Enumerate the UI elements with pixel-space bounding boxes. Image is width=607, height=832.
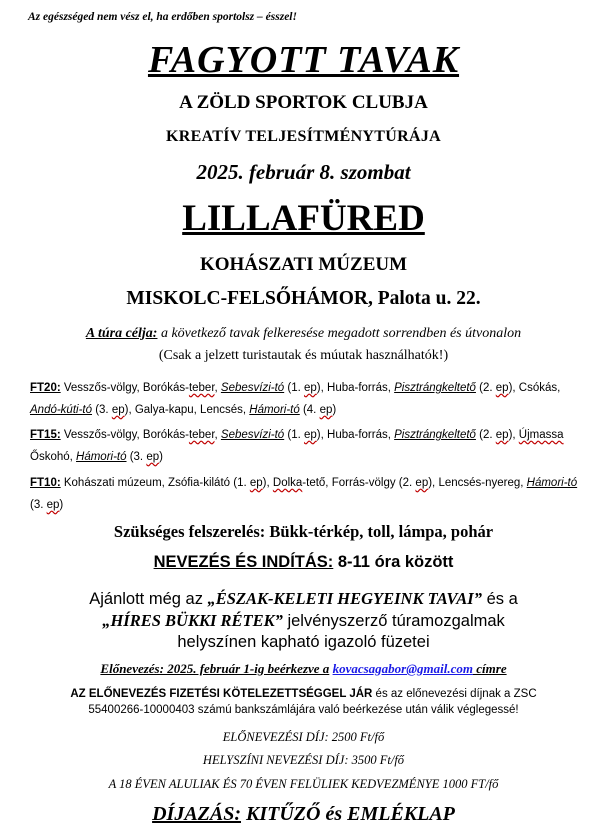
- lake-name: Pisztrángkeltető: [394, 429, 476, 441]
- tour-goal-text: a következő tavak felkeresése megadott sorrendben és útvonalon: [157, 326, 522, 341]
- route-text: Újmassa: [518, 429, 564, 441]
- tour-note: (Csak a jelzett turistautak és múutak használhatók!): [158, 348, 449, 363]
- route-text: ep: [415, 477, 429, 489]
- route-text: ): [159, 451, 163, 463]
- route-text: ep: [304, 429, 317, 441]
- obligation-bank-line: 55400266-10000403 számú bankszámlájára való beérkezése után válik véglegessé!: [88, 704, 519, 716]
- award: [0, 803, 607, 826]
- route-text: Kohászati múzeum, Zsófia-kilátó (1.: [60, 477, 250, 489]
- obligation-line: [0, 686, 607, 702]
- route-text: ),: [508, 429, 519, 441]
- route-text: ): [59, 499, 64, 511]
- route-text: ,: [214, 382, 221, 394]
- recommendation-line: [0, 588, 607, 610]
- route-text: ep: [304, 382, 317, 394]
- route-ft20: [30, 377, 588, 421]
- route-text: ep: [319, 404, 333, 416]
- lake-name: Andó-kúti-tó: [30, 404, 93, 416]
- route-text: ep: [495, 429, 509, 441]
- equipment: Szükséges felszerelés: Bükk-térkép, toll, lámpa, pohár: [113, 522, 494, 541]
- obligation-bold: AZ ELŐNEVEZÉS FIZETÉSI KÖTELEZETTSÉGGEL JÁR: [70, 688, 373, 700]
- route-text: ),: [262, 477, 273, 489]
- preregistration-label: Előnevezés: 2025. február 1-ig beérkezve a: [100, 661, 330, 676]
- route-ft15: [30, 424, 588, 468]
- recommendation-text: helyszínen kapható igazoló füzetei: [177, 633, 430, 651]
- route-ft10: [30, 472, 588, 516]
- tour-goal: [0, 326, 607, 342]
- route-text: ), Galya-kapu, Lencsés,: [124, 404, 250, 416]
- route-text: (2.: [475, 429, 496, 441]
- motto: Az egészséged nem vész el, ha erdőben sportolsz – ésszel!: [28, 11, 297, 23]
- fee-preregistration: ELŐNEVEZÉSI DÍJ: 2500 Ft/fő: [222, 730, 385, 744]
- fee-onsite: HELYSZÍNI NEVEZÉSI DÍJ: 3500 Ft/fő: [202, 753, 405, 767]
- registration: [0, 553, 607, 572]
- recommendation-text: Ajánlott még az: [89, 590, 208, 608]
- lake-name: Sebesvízi-tó: [220, 429, 285, 441]
- lake-name: Sebesvízi-tó: [220, 382, 285, 394]
- route-text: teber: [188, 382, 215, 394]
- registration-time: 8-11 óra között: [333, 553, 454, 571]
- route-text: ), Lencsés-nyereg,: [428, 477, 527, 489]
- route-text: ep: [46, 499, 60, 511]
- lake-name: Hámori-tó: [526, 477, 578, 489]
- tour-type: KREATÍV TELJESÍTMÉNYTÚRÁJA: [166, 128, 441, 145]
- lake-name: Hámori-tó: [249, 404, 300, 416]
- route-text: ep: [249, 477, 263, 489]
- route-text: ep: [111, 404, 125, 416]
- route-text: (1.: [284, 429, 304, 441]
- recommendation-line: [0, 610, 607, 632]
- registration-label: NEVEZÉS ÉS INDÍTÁS:: [153, 553, 334, 571]
- route-text: Vesszős-völgy, Borókás-: [60, 429, 189, 441]
- route-text: ), Huba-forrás,: [316, 382, 395, 394]
- award-text: KITŰZŐ és EMLÉKLAP: [241, 803, 455, 825]
- award-label: DÍJAZÁS:: [152, 803, 241, 825]
- fee-discount: A 18 ÉVEN ALULIAK ÉS 70 ÉVEN FELÜLIEK KEDVEZMÉNYE 1000 FT/fő: [108, 777, 499, 791]
- route-text: (1.: [284, 382, 304, 394]
- lake-name: Pisztrángkeltető: [394, 382, 476, 394]
- route-text: ), Huba-forrás,: [316, 429, 395, 441]
- email-link[interactable]: kovacsagabor@gmail.com: [332, 661, 474, 676]
- obligation-text: és az előnevezési díjnak a ZSC: [372, 688, 537, 700]
- route-text: ): [332, 404, 337, 416]
- route-code: FT15:: [30, 429, 61, 441]
- route-text: (3.: [30, 499, 47, 511]
- route-text: (4.: [299, 404, 320, 416]
- club-name: A ZÖLD SPORTOK CLUBJA: [179, 92, 428, 113]
- route-text: (2.: [475, 382, 496, 394]
- route-text: Őskohó,: [30, 451, 77, 463]
- badge-program-name: „ÉSZAK-KELETI HEGYEINK TAVAI”: [207, 589, 482, 608]
- route-text: (3.: [92, 404, 112, 416]
- venue: KOHÁSZATI MÚZEUM: [199, 254, 408, 275]
- lake-name: Hámori-tó: [76, 451, 127, 463]
- badge-program-name: „HÍRES BÜKKI RÉTEK”: [102, 611, 283, 630]
- route-text: Vesszős-völgy, Borókás-: [60, 382, 189, 394]
- event-date: 2025. február 8. szombat: [196, 160, 411, 184]
- address: MISKOLC-FELSŐHÁMOR, Palota u. 22.: [126, 288, 481, 309]
- route-text: teber: [188, 429, 215, 441]
- route-text: ), Csókás,: [508, 382, 561, 394]
- preregistration: [0, 661, 607, 677]
- route-text: Dolka: [272, 477, 303, 489]
- route-text: -tető, Forrás-völgy (2.: [302, 477, 416, 489]
- recommendation-line: [0, 632, 607, 653]
- event-title: FAGYOTT TAVAK: [147, 39, 460, 81]
- route-text: ep: [495, 382, 509, 394]
- event-location: LILLAFÜRED: [182, 198, 425, 239]
- preregistration-suffix: címre: [473, 661, 507, 676]
- route-code: FT10:: [30, 477, 61, 489]
- route-code: FT20:: [30, 382, 61, 394]
- route-text: ep: [146, 451, 160, 463]
- recommendation-text: és a: [481, 590, 518, 608]
- payment-obligation: [0, 686, 607, 718]
- route-text: (3.: [126, 451, 147, 463]
- recommendation-text: jelvényszerző túramozgalmak: [282, 612, 505, 630]
- recommendation: [0, 588, 607, 653]
- tour-goal-label: A túra célja:: [85, 326, 158, 341]
- route-text: ,: [214, 429, 221, 441]
